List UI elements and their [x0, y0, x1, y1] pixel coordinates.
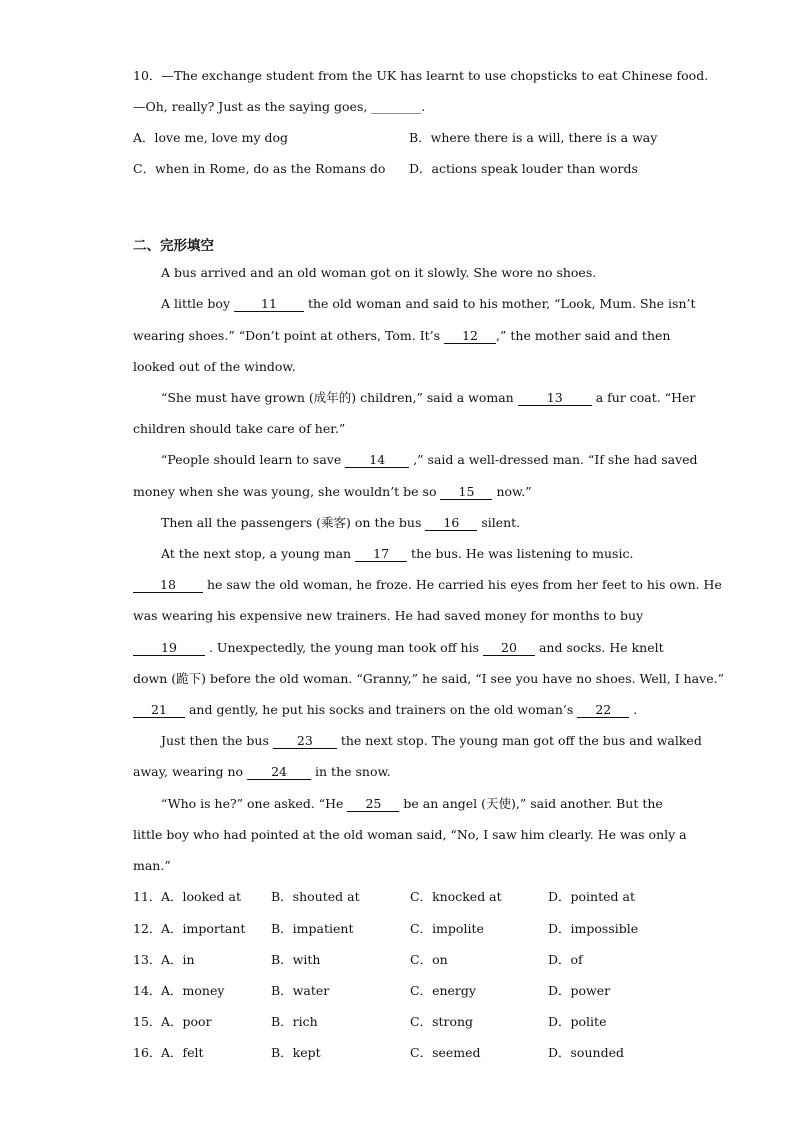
blank-15: 15 — [440, 485, 492, 500]
text-segment: wearing shoes.” “Don’t point at others, Tom. It’s — [133, 328, 445, 343]
option-13-a: A．in — [161, 952, 195, 967]
text-segment: Just then the bus — [161, 733, 273, 748]
text-segment: now.” — [492, 484, 532, 499]
blank-17: 17 — [355, 547, 407, 562]
passage-p6-line3: was wearing his expensive new trainers. He had saved money for months to buy — [133, 608, 644, 623]
blank-23: 23 — [273, 734, 337, 749]
option-16-c: C．seemed — [410, 1045, 481, 1060]
option-12-b: B．impatient — [271, 921, 354, 936]
text-segment: “People should learn to save — [161, 452, 346, 467]
q10-option-a: A．love me, love my dog — [133, 130, 289, 145]
blank-19: 19 — [133, 641, 205, 656]
blank-14: 14 — [345, 453, 409, 468]
option-15-a: A．poor — [161, 1014, 212, 1029]
option-14-a: A．money — [161, 983, 225, 998]
text-segment: A little boy — [161, 296, 234, 311]
option-13-c: C．on — [410, 952, 448, 967]
option-15-b: B．rich — [271, 1014, 318, 1029]
text-segment: the next stop. The young man got off the bus and walked — [336, 733, 702, 748]
text-segment: Then all the passengers (乘客) on the bus — [161, 515, 426, 530]
text-segment: . — [629, 702, 638, 717]
option-13-b: B．with — [271, 952, 321, 967]
passage-p5 — [161, 515, 520, 531]
option-13-d: D．of — [548, 952, 583, 967]
text-segment: ,” the mother said and then — [496, 328, 671, 343]
text-segment: be an angel (天使),” said another. But the — [399, 796, 663, 811]
option-14-c: C．energy — [410, 983, 476, 998]
text-segment: silent. — [477, 515, 521, 530]
option-row-14-num: 14． — [133, 983, 162, 998]
blank-21: 21 — [133, 703, 185, 718]
text-segment: . Unexpectedly, the young man took off his — [205, 640, 483, 655]
passage-p6-line4 — [133, 640, 664, 656]
blank-18: 18 — [133, 578, 203, 593]
blank-12: 12 — [444, 329, 496, 344]
option-15-d: D．polite — [548, 1014, 607, 1029]
option-11-a: A．looked at — [161, 889, 241, 904]
passage-p8-line1 — [161, 796, 663, 812]
option-row-12-num: 12． — [133, 921, 162, 936]
text-segment: the old woman and said to his mother, “Look, Mum. She isn’t — [303, 296, 696, 311]
option-row-16-num: 16． — [133, 1045, 162, 1060]
q10-stem-line2: —Oh, really? Just as the saying goes, ________. — [133, 99, 426, 114]
option-12-d: D．impossible — [548, 921, 639, 936]
passage-p8-line3: man.” — [133, 858, 171, 873]
passage-p3-line1 — [161, 390, 695, 406]
passage-p2-line1 — [161, 296, 696, 312]
text-segment: in the snow. — [311, 764, 391, 779]
text-segment: and socks. He knelt — [535, 640, 664, 655]
option-11-c: C．knocked at — [410, 889, 502, 904]
passage-p2-line3: looked out of the window. — [133, 359, 296, 374]
passage-p2-line2 — [133, 328, 670, 344]
text-segment: a fur coat. “Her — [591, 390, 696, 405]
q10-option-d: D．actions speak louder than words — [409, 161, 638, 176]
q10-stem-line1: 10．—The exchange student from the UK has learnt to use chopsticks to eat Chinese food. — [133, 68, 709, 83]
blank-16: 16 — [425, 516, 477, 531]
text-segment: “She must have grown (成年的) children,” said a woman — [161, 390, 518, 405]
option-row-13-num: 13． — [133, 952, 162, 967]
blank-20: 20 — [483, 641, 535, 656]
text-segment: money when she was young, she wouldn’t be so — [133, 484, 441, 499]
passage-p6-line5: down (跪下) before the old woman. “Granny,” he said, “I see you have no shoes. Well, I have.” — [133, 671, 724, 686]
passage-p6-line2 — [133, 577, 722, 593]
blank-22: 22 — [577, 703, 629, 718]
option-row-11-num: 11． — [133, 889, 162, 904]
blank-25: 25 — [347, 797, 399, 812]
blank-11: 11 — [234, 297, 304, 312]
text-segment: “Who is he?” one asked. “He — [161, 796, 348, 811]
option-15-c: C．strong — [410, 1014, 474, 1029]
option-16-a: A．felt — [161, 1045, 204, 1060]
passage-p7-line2 — [133, 764, 391, 780]
option-11-d: D．pointed at — [548, 889, 635, 904]
option-12-a: A．important — [161, 921, 246, 936]
option-14-b: B．water — [271, 983, 330, 998]
passage-p1: A bus arrived and an old woman got on it slowly. She wore no shoes. — [161, 265, 597, 280]
option-14-d: D．power — [548, 983, 611, 998]
passage-p8-line2: little boy who had pointed at the old woman said, “No, I saw him clearly. He was only a — [133, 827, 687, 842]
text-segment: the bus. He was listening to music. — [407, 546, 634, 561]
option-row-15-num: 15． — [133, 1014, 162, 1029]
option-11-b: B．shouted at — [271, 889, 360, 904]
text-segment: ,” said a well-dressed man. “If she had saved — [409, 452, 698, 467]
option-12-c: C．impolite — [410, 921, 484, 936]
passage-p6-line6 — [133, 702, 637, 718]
passage-p4-line2 — [133, 484, 532, 500]
text-segment: At the next stop, a young man — [161, 546, 356, 561]
blank-13: 13 — [518, 391, 592, 406]
text-segment: away, wearing no — [133, 764, 248, 779]
passage-p6-line1 — [161, 546, 633, 562]
passage-p4-line1 — [161, 452, 698, 468]
option-16-d: D．sounded — [548, 1045, 624, 1060]
passage-p3-line2: children should take care of her.” — [133, 421, 346, 436]
text-segment: and gently, he put his socks and trainers on the old woman’s — [185, 702, 578, 717]
text-segment: he saw the old woman, he froze. He carried his eyes from her feet to his own. He — [203, 577, 722, 592]
option-16-b: B．kept — [271, 1045, 321, 1060]
passage-p7-line1 — [161, 733, 702, 749]
q10-option-b: B．where there is a will, there is a way — [409, 130, 658, 145]
blank-24: 24 — [247, 765, 311, 780]
q10-option-c: C．when in Rome, do as the Romans do — [133, 161, 386, 176]
section-title: 二、完形填空 — [133, 238, 214, 254]
